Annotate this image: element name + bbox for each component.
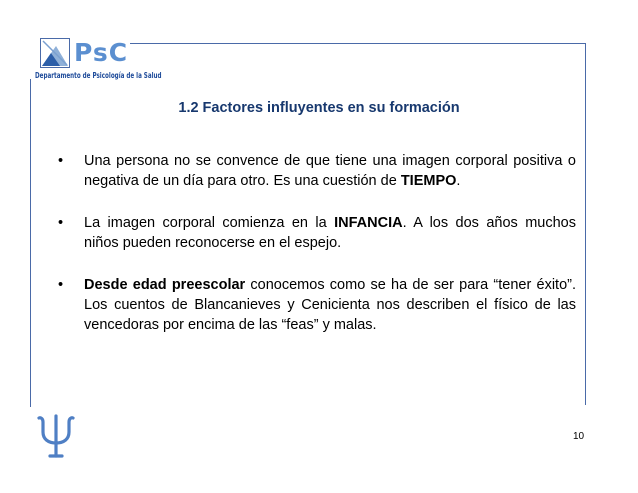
psc-logo-icon	[40, 38, 70, 68]
bullet-text: Desde edad preescolar conocemos como se ha de ser para “tener éxito”. Los cuentos de Blancanieves y Cenicienta nos describen el físico de las vencedoras por encima de las “feas” y malas.	[84, 277, 576, 333]
frame-right-rule	[585, 43, 586, 405]
bullet-text: La imagen corporal comienza en la INFANCIA. A los dos años muchos niños pueden reconocerse en el espejo.	[84, 215, 576, 251]
slide-title-text: 1.2 Factores influyentes en su formación	[178, 100, 460, 116]
psi-symbol-icon	[36, 412, 76, 460]
logo-brand-text: PsC	[74, 38, 129, 67]
page-number: 10	[573, 431, 585, 442]
bullet-list	[58, 151, 576, 357]
bullet-dot: •	[58, 277, 64, 293]
logo-department-text: Departamento de Psicología de la Salud	[35, 71, 162, 80]
frame-top-rule	[130, 43, 586, 44]
bullet-dot: •	[58, 215, 64, 231]
bullet-item	[58, 275, 576, 335]
frame-left-rule	[30, 79, 31, 407]
bullet-item	[58, 213, 576, 253]
bullet-item	[58, 151, 576, 191]
bullet-dot: •	[58, 153, 64, 169]
slide-title	[0, 100, 638, 116]
bullet-text: Una persona no se convence de que tiene una imagen corporal positiva o negativa de un día para otro. Es una cuestión de TIEMPO.	[84, 153, 576, 189]
